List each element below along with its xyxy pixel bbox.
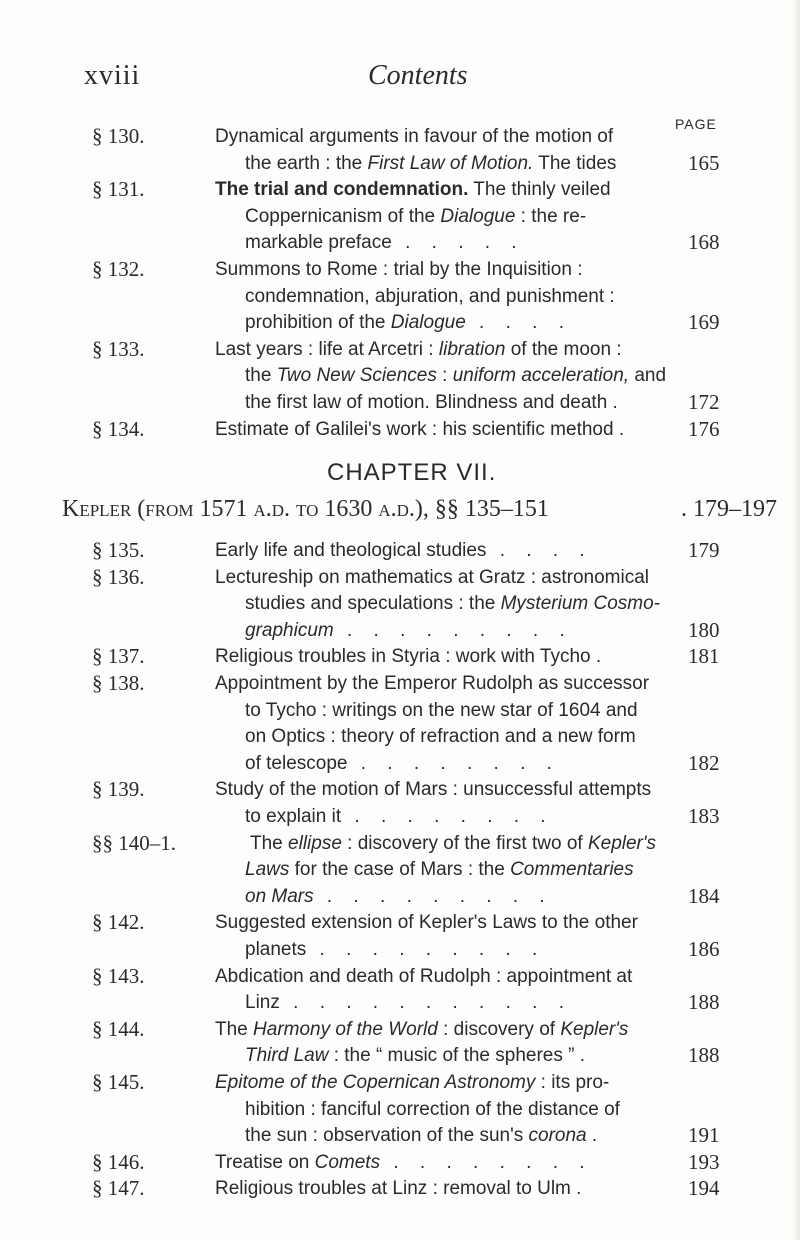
entry-line: Appointment by the Emperor Rudolph as successor xyxy=(215,673,650,694)
entry-text xyxy=(215,177,675,257)
entry-line: graphicum . . . . . . . . . xyxy=(245,619,573,641)
entry-line: Laws for the case of Mars : the Commentaries xyxy=(245,859,634,881)
entry-line: Estimate of Galilei's work : his scientific method . xyxy=(215,418,625,440)
entry-line: the sun : observation of the sun's corona . xyxy=(245,1125,598,1147)
entry-line: planets . . . . . . . . . xyxy=(245,938,546,960)
entry-text xyxy=(215,1070,675,1150)
page-ref: 179 xyxy=(688,538,720,562)
chapter-name: Kepler xyxy=(62,496,132,522)
entry-text xyxy=(215,1150,675,1177)
page-ref: 186 xyxy=(688,936,720,961)
page-number: xviii xyxy=(84,60,141,91)
section-number: § 147. xyxy=(92,1176,145,1201)
entry-line: of telescope . . . . . . . . xyxy=(245,752,560,774)
section-number: § 132. xyxy=(92,257,145,281)
section-number: § 134. xyxy=(92,416,145,441)
entry-line: Abdication and death of Rudolph : appointment at xyxy=(215,965,633,987)
section-number: § 131. xyxy=(92,177,145,202)
section-number: § 137. xyxy=(92,644,145,669)
chapter-heading: CHAPTER VII. xyxy=(327,459,497,486)
chapter-span: (from 1571 a.d. to 1630 a.d.), §§ 135–151 xyxy=(137,496,549,522)
entry-line: Last years : life at Arcetri : libration of the moon : xyxy=(215,338,622,360)
page-ref: 181 xyxy=(688,644,720,669)
entry-line: the Two New Sciences : uniform acceleration, and xyxy=(245,365,667,387)
entry-text xyxy=(215,910,675,963)
page-column-label: PAGE xyxy=(675,116,717,132)
page-ref: 184 xyxy=(688,883,720,908)
section-number: § 144. xyxy=(92,1016,145,1041)
entry-text xyxy=(215,671,675,777)
page-ref: 188 xyxy=(688,1043,720,1068)
chapter-title-row xyxy=(62,496,777,523)
entry-line: Dynamical arguments in favour of the motion of xyxy=(215,126,614,147)
page-ref: 180 xyxy=(688,617,720,642)
entry-line: Early life and theological studies . . . . xyxy=(215,540,593,561)
entry-text xyxy=(215,257,675,337)
entry-line: Summons to Rome : trial by the Inquisition : xyxy=(215,259,583,280)
entry-text xyxy=(215,417,675,444)
entry-line: to explain it . . . . . . . . xyxy=(245,805,554,827)
entry-text xyxy=(215,644,675,671)
section-number: § 145. xyxy=(92,1070,145,1094)
entry-line: Religious troubles at Linz : removal to Ulm . xyxy=(215,1178,582,1200)
entry-line: The trial and condemnation. The thinly veiled xyxy=(215,179,611,201)
entry-line: Lectureship on mathematics at Gratz : astronomical xyxy=(215,566,650,588)
page-ref: 168 xyxy=(688,230,720,255)
section-number: § 139. xyxy=(92,777,145,802)
entry-text xyxy=(215,777,675,830)
entry-line: Epitome of the Copernican Astronomy : its pro- xyxy=(215,1072,610,1093)
entry-line: Suggested extension of Kepler's Laws to the other xyxy=(215,912,638,934)
entry-line: Religious troubles in Styria : work with Tycho . xyxy=(215,646,602,668)
section-number: § 135. xyxy=(92,538,145,562)
entry-line: prohibition of the Dialogue . . . . xyxy=(245,312,572,334)
entry-line: Study of the motion of Mars : unsuccessful attempts xyxy=(215,779,652,801)
section-number: § 136. xyxy=(92,564,145,589)
entry-text xyxy=(215,1176,675,1203)
entry-text xyxy=(215,964,675,1017)
page-edge-shadow xyxy=(792,0,800,1240)
page-ref: 191 xyxy=(688,1123,720,1148)
page-ref: 169 xyxy=(688,310,720,335)
entry-line: condemnation, abjuration, and punishment : xyxy=(245,285,615,307)
chapter-page-range: . 179–197 xyxy=(681,496,777,522)
section-number: § 142. xyxy=(92,910,145,935)
page-ref: 183 xyxy=(688,803,720,828)
page-ref: 193 xyxy=(688,1149,720,1174)
entry-line: Coppernicanism of the Dialogue : the re- xyxy=(245,205,587,227)
entry-text xyxy=(215,124,675,177)
entry-line: The ellipse : discovery of the first two of Kepler's xyxy=(250,832,657,854)
page-ref: 165 xyxy=(688,150,720,175)
entry-text xyxy=(215,337,675,417)
entry-line: hibition : fanciful correction of the distance of xyxy=(245,1098,620,1120)
entry-text xyxy=(245,831,675,911)
section-number: § 143. xyxy=(92,963,145,988)
page-ref: 172 xyxy=(688,389,720,414)
section-number: § 133. xyxy=(92,336,145,361)
entry-line: the earth : the First Law of Motion. The tides xyxy=(245,152,617,174)
entry-text xyxy=(215,1017,675,1070)
page-ref: 182 xyxy=(688,750,720,775)
page-ref: 176 xyxy=(688,416,720,441)
entry-line: to Tycho : writings on the new star of 1604 and xyxy=(245,699,638,721)
entry-line: the first law of motion. Blindness and death . xyxy=(245,391,618,413)
entry-line: markable preface . . . . . xyxy=(245,232,525,254)
entry-line: on Optics : theory of refraction and a new form xyxy=(245,726,636,748)
running-title: Contents xyxy=(368,60,468,91)
section-number: § 146. xyxy=(92,1149,145,1174)
page-ref: 188 xyxy=(688,990,720,1015)
section-number: § 130. xyxy=(92,124,145,148)
entry-line: The Harmony of the World : discovery of Kepler's xyxy=(215,1018,629,1040)
entry-line: on Mars . . . . . . . . . xyxy=(245,885,553,907)
section-number: §§ 140–1. xyxy=(92,830,176,855)
entry-text xyxy=(215,565,675,645)
entry-line: Linz . . . . . . . . . . . xyxy=(245,992,572,1014)
entry-line: Third Law : the “ music of the spheres ” . xyxy=(245,1045,586,1067)
section-number: § 138. xyxy=(92,671,145,695)
entry-text xyxy=(215,538,675,565)
entry-line: studies and speculations : the Mysterium Cosmo- xyxy=(245,593,661,615)
entry-line: Treatise on Comets . . . . . . . . xyxy=(215,1151,593,1173)
page-ref: 194 xyxy=(688,1176,720,1201)
